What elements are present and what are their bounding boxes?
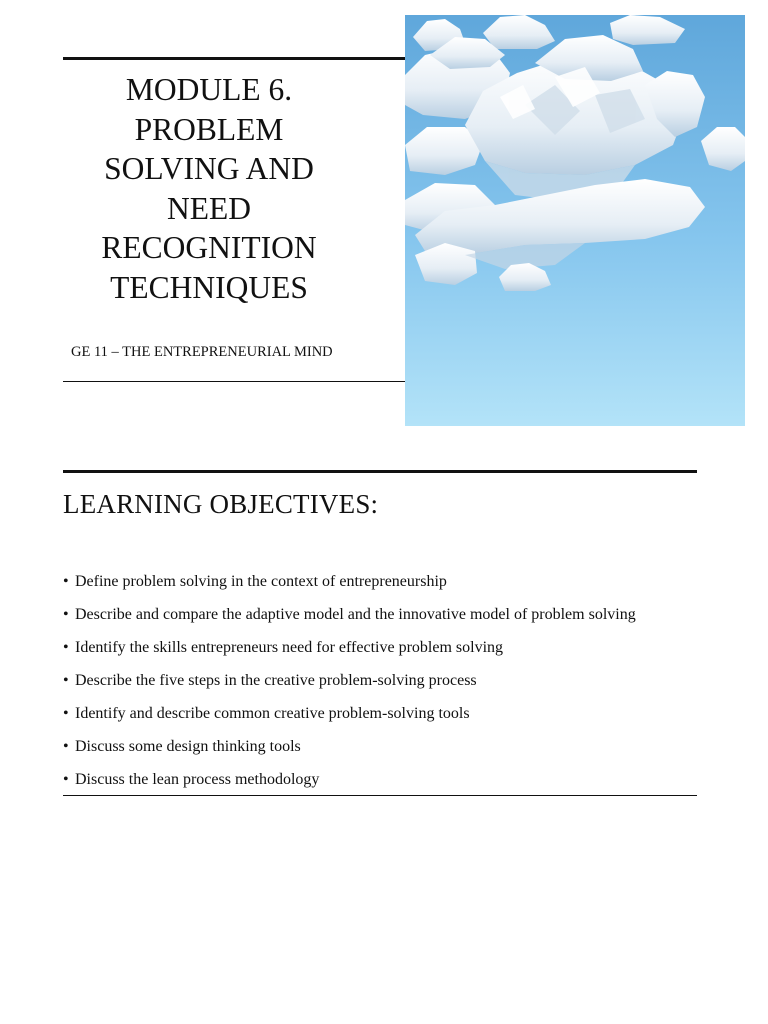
bullet-icon: • xyxy=(63,738,69,755)
bullet-icon: • xyxy=(63,573,69,590)
bullet-icon: • xyxy=(63,771,69,788)
objective-item xyxy=(63,669,697,693)
objectives-heading: LEARNING OBJECTIVES: xyxy=(63,489,379,519)
title-slide xyxy=(0,0,768,440)
bullet-icon: • xyxy=(63,639,69,656)
objectives-bottom-rule xyxy=(63,795,697,796)
objectives-slide xyxy=(0,460,768,880)
objective-text: Describe the five steps in the creative problem-solving process xyxy=(75,672,477,689)
bullet-icon: • xyxy=(63,705,69,722)
course-subtitle: GE 11 – THE ENTREPRENEURIAL MIND xyxy=(71,344,333,360)
objective-text: Discuss some design thinking tools xyxy=(75,738,301,755)
objective-text: Define problem solving in the context of entrepreneurship xyxy=(75,573,447,590)
objective-text: Discuss the lean process methodology xyxy=(75,771,320,788)
objective-item xyxy=(63,702,697,726)
objective-item xyxy=(63,768,697,792)
subtitle-rule xyxy=(63,381,408,382)
bullet-icon: • xyxy=(63,606,69,623)
objective-item xyxy=(63,636,697,660)
objective-item xyxy=(63,735,697,759)
objective-text: Identify and describe common creative problem-solving tools xyxy=(75,705,470,722)
objective-text: Describe and compare the adaptive model and the innovative model of problem solving xyxy=(75,606,636,623)
module-title: MODULE 6. PROBLEM SOLVING AND NEED RECOGNITION TECHNIQUES xyxy=(101,72,317,305)
objective-item xyxy=(63,603,697,627)
objectives-list xyxy=(63,570,697,801)
objectives-top-rule xyxy=(63,470,697,473)
clouds-image xyxy=(405,15,745,426)
title-top-rule xyxy=(63,57,408,60)
objective-text: Identify the skills entrepreneurs need for effective problem solving xyxy=(75,639,504,656)
bullet-icon: • xyxy=(63,672,69,689)
objective-item xyxy=(63,570,697,594)
